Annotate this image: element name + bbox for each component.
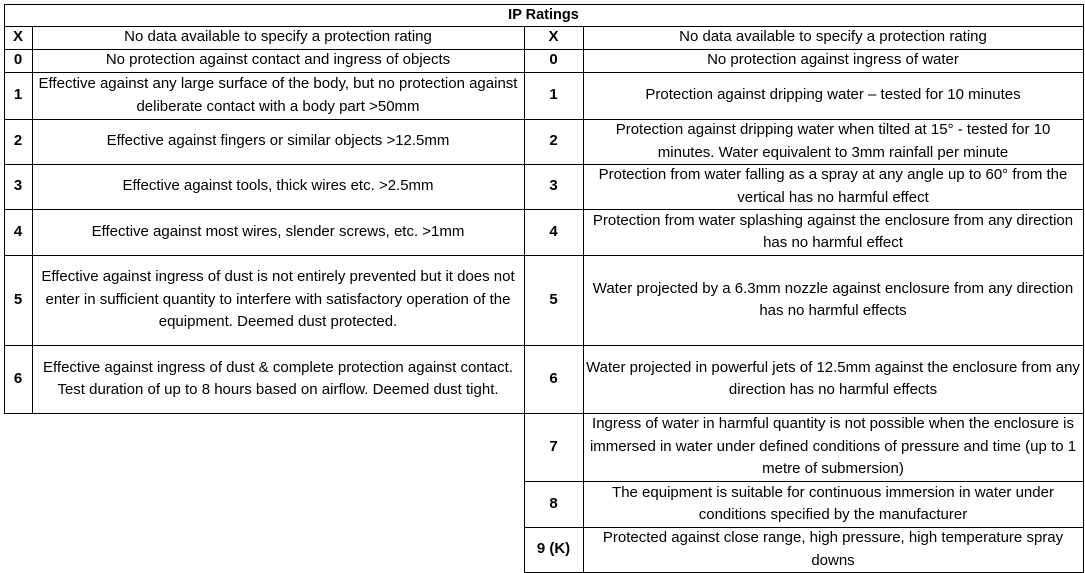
liquid-code-cell: 9 (K) [536,540,571,558]
liquid-code-cell: 5 [549,290,558,308]
table-border-right [1083,4,1084,26]
solid-code-cell: 0 [13,51,23,69]
liquid-code-cell: 6 [549,369,558,387]
liquid-description-cell: Protection from water splashing against the enclosure from any direction has no harmful effect [592,211,1074,251]
row-divider [4,49,1084,50]
liquid-description-cell: The equipment is suitable for continuous immersion in water under conditions specified by the manufacturer [612,483,1054,523]
solid-description-cell: No protection against contact and ingress of objects [105,51,451,69]
solid-code-cell: 5 [13,290,23,308]
solid-code-cell: 4 [13,222,23,240]
solid-code-cell: 1 [13,86,23,104]
liquid-description-cell: Ingress of water in harmful quantity is not possible when the enclosure is immersed in water under defined conditions of pressure and time (up to 1 metre of submersion) [589,415,1077,478]
solid-description-cell: No data available to specify a protection rating [124,28,432,46]
liquid-description-cell: No data available to specify a protection rating [679,28,987,46]
row-divider [4,119,1084,120]
liquid-description-cell: Protected against close range, high pressure, high temperature spray downs [602,529,1064,569]
row-divider [4,413,1084,414]
liquid-description-cell: Water projected by a 6.3mm nozzle against enclosure from any direction has no harmful effects [592,279,1074,319]
row-divider [524,527,1084,528]
table-border-top [4,4,1084,5]
row-divider [524,481,1084,482]
solid-code-divider [32,26,33,413]
liquid-code-cell: 2 [549,132,558,150]
liquid-border-right [1083,26,1084,573]
solid-description-cell: Effective against most wires, slender screws, etc. >1mm [91,222,465,240]
row-divider [4,345,1084,346]
row-divider [4,164,1084,165]
solid-code-cell: 2 [13,132,23,150]
liquid-code-cell: 8 [549,494,558,512]
table-title: IP Ratings [508,6,579,23]
middle-divider [524,26,525,573]
liquid-code-cell: 1 [549,86,558,104]
liquid-description-cell: Protection against dripping water – tested for 10 minutes [645,86,1021,104]
liquid-description-cell: No protection against ingress of water [707,51,959,69]
solid-description-cell: Effective against ingress of dust & complete protection against contact. Test duration of up to 8 hours based on airflow. Deemed dust tight. [43,358,513,398]
solid-border-left [4,26,5,414]
liquid-description-cell: Protection from water falling as a spray at any angle up to 60° from the vertical has no harmful effect [598,166,1068,206]
liquid-description-cell: Protection against dripping water when tilted at 15° - tested for 10 minutes. Water equivalent to 3mm rainfall per minute [615,121,1051,161]
row-divider [4,72,1084,73]
solid-description-cell: Effective against ingress of dust is not entirely prevented but it does not enter in sufficient quantity to interfere with satisfactory operation of the equipment. Deemed dust protected. [41,268,515,331]
liquid-description-cell: Water projected in powerful jets of 12.5mm against the enclosure from any direction has no harmful effects [586,358,1080,398]
liquid-code-cell: 4 [549,222,558,240]
solid-description-cell: Effective against any large surface of the body, but no protection against deliberate contact with a body part >50mm [38,75,518,115]
title-divider [4,26,1084,27]
liquid-code-cell: 7 [549,437,558,455]
liquid-code-cell: 3 [549,177,558,195]
solid-code-cell: 3 [13,177,23,195]
solid-code-cell: 6 [13,369,23,387]
liquid-code-cell: 0 [549,51,558,69]
liquid-code-divider [583,26,584,572]
solid-description-cell: Effective against fingers or similar objects >12.5mm [106,132,450,150]
row-divider [4,255,1084,256]
table-border-left [4,4,5,26]
solid-code-cell: X [12,28,23,46]
solid-description-cell: Effective against tools, thick wires etc. >2.5mm [122,177,434,195]
row-divider [4,209,1084,210]
liquid-code-cell: X [548,28,559,46]
